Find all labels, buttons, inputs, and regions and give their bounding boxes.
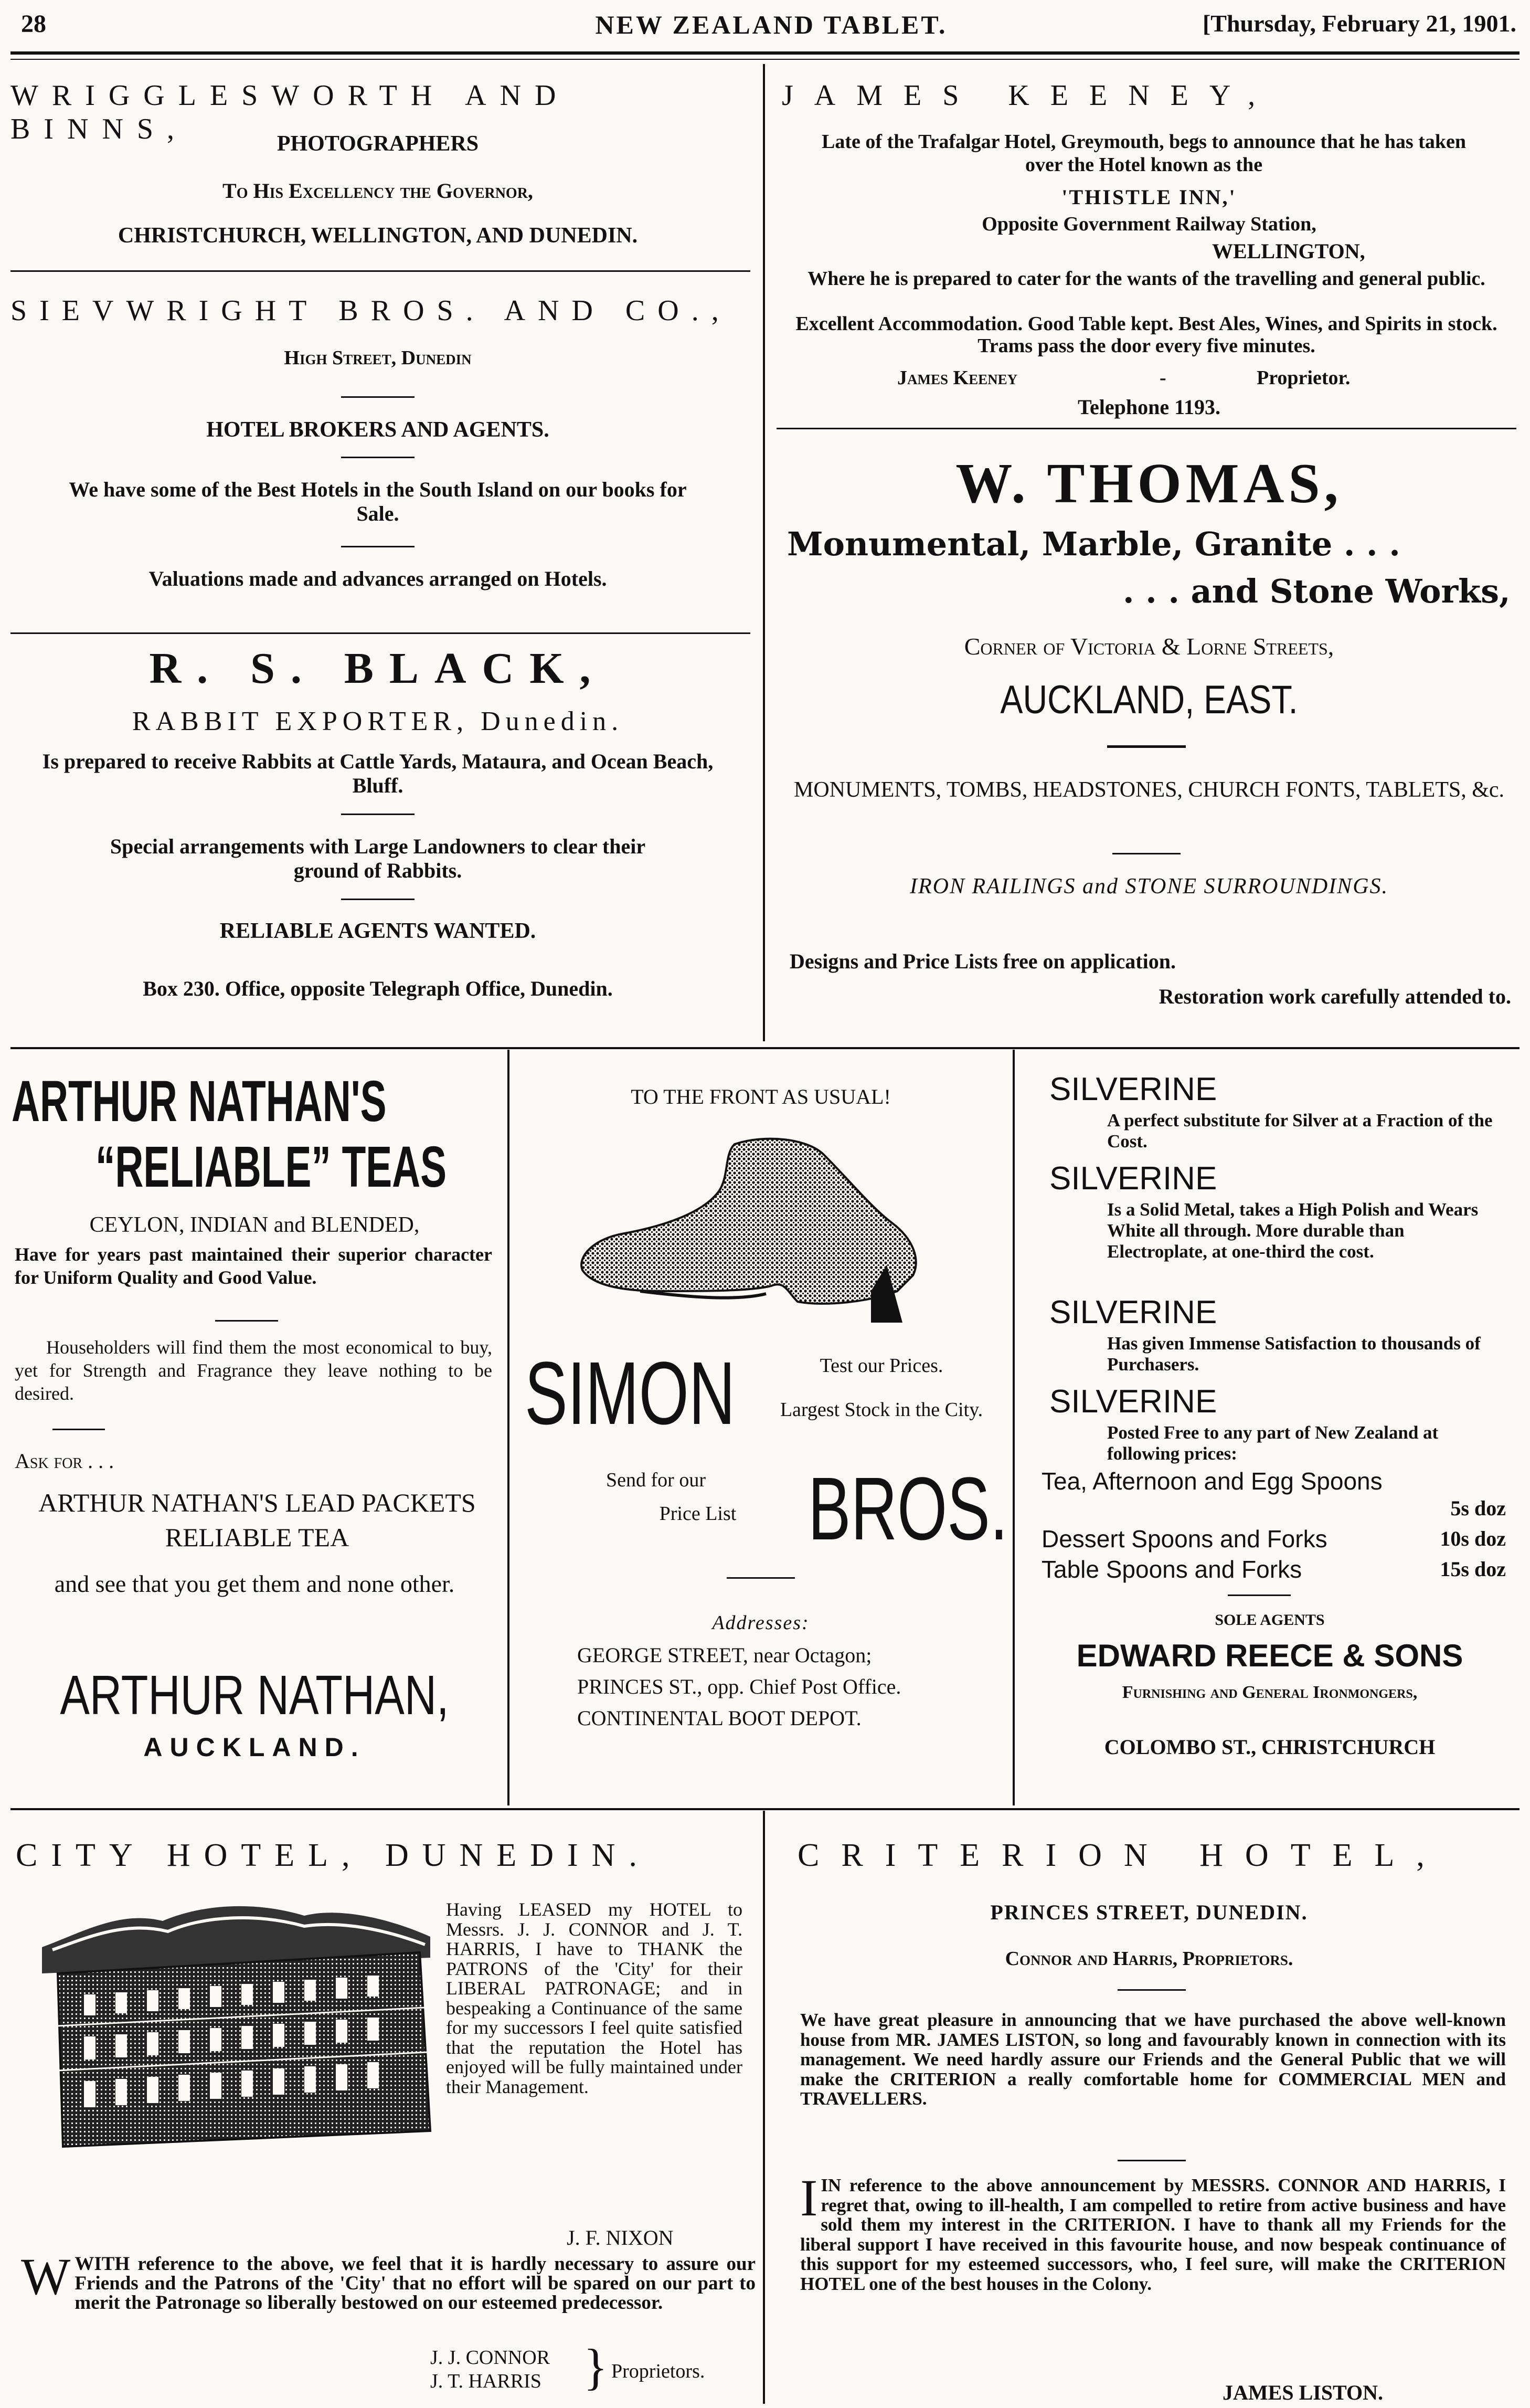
sievwright-address: High Street, Dunedin [284,347,472,369]
nathan-city: AUCKLAND. [143,1733,366,1762]
thomas-line1: Monumental, Marble, Granite . . . [787,525,1400,563]
thomas-name: W. THOMAS, [955,452,1343,515]
nathan-title1: ARTHUR NATHAN'S [12,1069,387,1134]
keeney-name: JAMES KEENEY, [782,79,1277,112]
wrigglesworth-line1: PHOTOGRAPHERS [277,132,479,156]
page-number: 28 [21,10,46,38]
short-rule [1112,853,1181,854]
city-hotel-with-text: WITH reference to the above, we feel that it is hardly necessary to assure our Friends and the Patrons of the 'City' that no effort will be spared on our part to merit the Patronage so liberally bestowed on our esteemed predecessor. [75,2253,756,2314]
short-rule [341,396,415,398]
bottom-top-rule [10,1808,1520,1810]
silverine-agents: SOLE AGENTS [1215,1611,1325,1629]
short-rule [727,1577,795,1579]
keeney-line2: 'THISTLE INN,' [1061,185,1237,209]
simon-address-3: CONTINENTAL BOOT DEPOT. [577,1706,862,1730]
silverine-heading-3: SILVERINE [1049,1294,1217,1330]
sievwright-name: SIEVWRIGHT BROS. AND CO., [10,294,731,327]
thomas-line2: . . . and Stone Works, [1123,572,1511,610]
keeney-signature-name: James Keeney [897,367,1018,389]
rule-2 [10,632,750,634]
thomas-line3: Corner of Victoria & Lorne Streets, [964,633,1334,660]
silverine-address: COLOMBO ST., CHRISTCHURCH [1104,1735,1436,1759]
black-line1: RABBIT EXPORTER, Dunedin. [132,706,624,736]
nathan-line1: CEYLON, INDIAN and BLENDED, [89,1213,420,1237]
nathan-line3: Householders will find them the most economical to buy, yet for Strength and Fragrance they leave nothing to be desired. [15,1337,492,1404]
bottom-column-divider [763,1811,765,2404]
price-label-1: Tea, Afternoon and Egg Spoons [1042,1467,1383,1495]
criterion-signature: JAMES LISTON. [1223,2381,1384,2404]
city-hotel-signature: J. F. NIXON [567,2226,674,2249]
city-hotel-proprietor-1: J. J. CONNOR [430,2347,550,2369]
nathan-line4: ARTHUR NATHAN'S LEAD PACKETS RELIABLE TEA [38,1488,476,1552]
city-hotel-body: Having LEASED my HOTEL to Messrs. J. J. CONNOR and J. T. HARRIS, I have to THANK the PATRONS of the 'City' for their LIBERAL PATRONAGE; and in bespeaking a Continuance of the same for my successors I feel quite satisfied that the reputation the Hotel has enjoyed will be fully maintained under their Management. [446,1899,742,2097]
short-rule [341,546,415,547]
thomas-line8: Restoration work carefully attended to. [1159,985,1511,1008]
sievwright-line2: We have some of the Best Hotels in the South Island on our books for Sale. [69,478,687,525]
city-hotel-with [21,2247,756,2314]
short-rule [215,1320,278,1322]
keeney-line5: Where he is prepared to cater for the wants of the travelling and general public. [808,268,1485,290]
proprietors-brace: } [583,2339,608,2395]
wrigglesworth-line2: To His Excellency the Governor, [222,179,533,203]
black-line5: Box 230. Office, opposite Telegraph Office, Dunedin. [143,977,613,1000]
top-column-divider [763,64,765,1041]
simon-address-1: GEORGE STREET, near Octagon; [577,1643,872,1667]
simon-word2: BROS. [808,1459,1008,1559]
rule-3 [777,428,1516,429]
simon-send: Send for our [606,1469,706,1491]
silverine-desc-4: Posted Free to any part of New Zealand at following prices: [1107,1422,1439,1464]
middle-divider-2 [1013,1050,1015,1805]
hotel-building-illustration [42,1900,441,2152]
nathan-title2: “RELIABLE” TEAS [95,1135,447,1199]
silverine-desc-3: Has given Immense Satisfaction to thousands of Purchasers. [1107,1333,1481,1375]
thomas-line5: MONUMENTS, TOMBS, HEADSTONES, CHURCH FONTS, TABLETS, &c. [793,778,1505,802]
price-label-2: Dessert Spoons and Forks [1042,1525,1327,1552]
criterion-paragraph-2: IN reference to the above announcement by MESSRS. CONNOR AND HARRIS, I regret that, owing to ill-health, I am compelled to retire from active business and have sold them my interest in the CRITERION. I have to thank all my Friends for the liberal support I have received in this favourite house, and now bespeak continuance of this support for my esteemed successors, who, I feel sure, will make the CRITERION HOTEL one of the best houses in the Colony. [800,2175,1506,2294]
criterion-name: CRITERION HOTEL, [798,1837,1447,1873]
issue-date: [Thursday, February 21, 1901. [1202,10,1516,37]
short-rule [52,1429,105,1430]
silverine-heading-2: SILVERINE [1049,1160,1217,1197]
silverine-firm: EDWARD REECE & SONS [1076,1638,1463,1673]
with-dropcap: W [21,2247,71,2306]
thomas-line4: AUCKLAND, EAST. [1000,678,1298,722]
simon-top: TO THE FRONT AS USUAL! [631,1085,891,1108]
silverine-desc-2: Is a Solid Metal, takes a High Polish and Wears White all through. More durable than Electroplate, at one-third the cost. [1107,1199,1479,1262]
price-value-1: 5s doz [1450,1496,1506,1520]
city-hotel-name: CITY HOTEL, DUNEDIN. [16,1837,651,1873]
keeney-line1: Late of the Trafalgar Hotel, Greymouth, begs to announce that he has taken over the Hotel known as the [822,131,1466,176]
simon-test: Test our Prices. [820,1355,943,1377]
black-line2: Is prepared to receive Rabbits at Cattle Yards, Mataura, and Ocean Beach, Bluff. [42,749,714,797]
keeney-telephone: Telephone 1193. [1078,395,1220,419]
city-hotel-proprietors: Proprietors. [611,2360,705,2382]
criterion-line2: Connor and Harris, Proprietors. [1005,1948,1293,1970]
nathan-signature: ARTHUR NATHAN, [60,1664,449,1726]
wrigglesworth-name: WRIGGLESWORTH AND BINNS, [10,79,570,145]
keeney-line6: Excellent Accommodation. Good Table kept. Best Ales, Wines, and Spirits in stock. Trams pass the door every five minutes. [795,313,1497,357]
rule-1 [10,270,750,272]
masthead-title: NEW ZEALAND TABLET. [595,10,948,39]
price-value-2: 10s doz [1440,1527,1506,1550]
short-rule [1228,1594,1291,1596]
keeney-signature-role: Proprietor. [1257,367,1351,389]
thomas-line7: Designs and Price Lists free on application. [790,949,1176,973]
header-rule [10,51,1520,55]
boot-illustration [577,1134,923,1328]
silverine-desc-1: A perfect substitute for Silver at a Fraction of the Cost. [1107,1110,1493,1152]
criterion-line1: PRINCES STREET, DUNEDIN. [990,1900,1308,1924]
simon-word1: SIMON [525,1344,736,1443]
nathan-line2: Have for years past maintained their superior character for Uniform Quality and Good Value. [15,1244,492,1288]
simon-price: Price List [659,1503,737,1525]
price-label-3: Table Spoons and Forks [1042,1556,1302,1583]
header-rule-thin [10,59,1520,60]
wrigglesworth-line3: CHRISTCHURCH, WELLINGTON, AND DUNEDIN. [118,224,638,248]
sievwright-line3: Valuations made and advances arranged on Hotels. [148,567,607,590]
in-dropcap: I [800,2169,818,2227]
silverine-heading-4: SILVERINE [1049,1383,1217,1420]
black-name: R. S. BLACK, [149,644,607,693]
simon-address-2: PRINCES ST., opp. Chief Post Office. [577,1675,901,1698]
keeney-line4: WELLINGTON, [1212,239,1365,263]
silverine-heading-1: SILVERINE [1049,1071,1217,1107]
short-rule [341,899,415,900]
price-value-3: 15s doz [1440,1557,1506,1581]
keeney-signature-dash: - [1160,367,1166,389]
middle-top-rule [10,1047,1520,1049]
keeney-line3: Opposite Government Railway Station, [982,213,1316,235]
thomas-line6: IRON RAILINGS and STONE SURROUNDINGS. [909,874,1389,899]
simon-addresses-label: Addresses: [712,1612,810,1634]
short-rule [341,457,415,458]
short-rule [341,814,415,815]
city-hotel-proprietor-2: J. T. HARRIS [430,2370,541,2392]
criterion-paragraph-2-wrap [800,2169,1506,2294]
black-line3: Special arrangements with Large Landowners to clear their ground of Rabbits. [110,835,646,882]
simon-stock: Largest Stock in the City. [780,1399,983,1421]
black-line4: RELIABLE AGENTS WANTED. [219,919,536,943]
short-rule [1118,1989,1186,1991]
short-rule [1118,2160,1186,2161]
nathan-ask: Ask for . . . [15,1449,114,1473]
short-rule [1107,745,1186,748]
middle-divider-1 [507,1050,509,1805]
criterion-paragraph-1: We have great pleasure in announcing that we have purchased the above well-known house from MR. JAMES LISTON, so long and favourably known in connection with its management. We need hardly assure our Friends and the General Public that we will make the CRITERION a really comfortable home for COMMERCIAL MEN and TRAVELLERS. [800,2010,1506,2109]
silverine-firm-line: Furnishing and General Ironmongers, [1122,1683,1418,1702]
nathan-line5: and see that you get them and none other. [54,1570,455,1597]
sievwright-line1: HOTEL BROKERS AND AGENTS. [206,418,549,442]
